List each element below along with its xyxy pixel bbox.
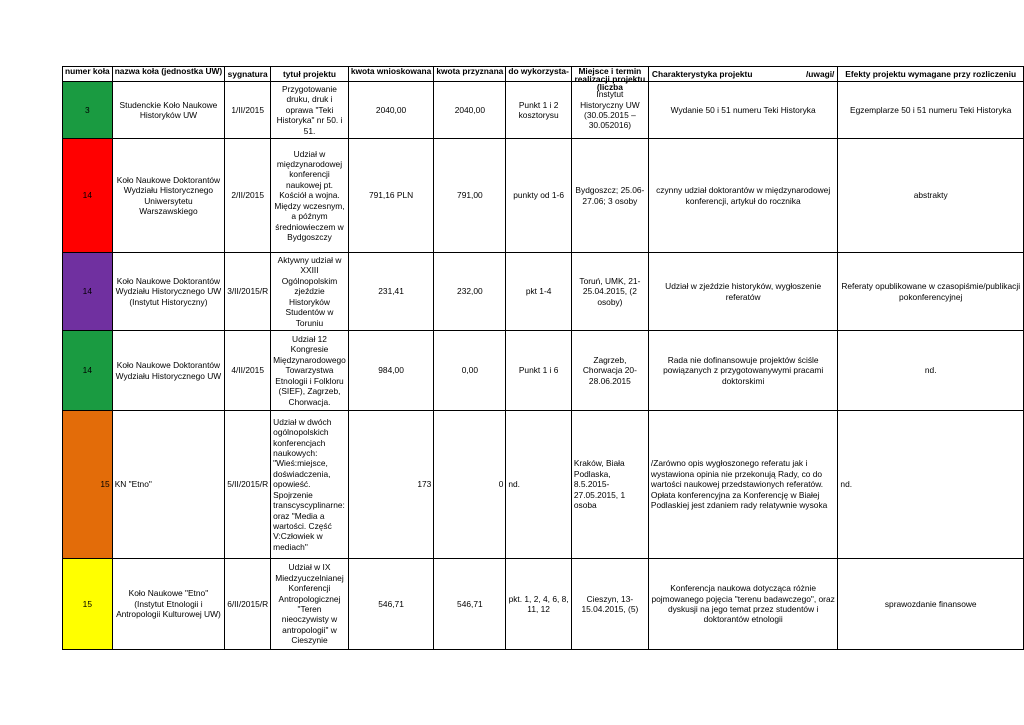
- cell-kwota-przyznana: 232,00: [434, 253, 506, 331]
- cell-nazwa: KN "Etno": [112, 411, 225, 559]
- cell-do-wykorzystania: Punkt 1 i 2 kosztorysu: [506, 82, 572, 139]
- cell-kwota-wnioskowana: 791,16 PLN: [348, 139, 434, 253]
- cell-kwota-przyznana: 0,00: [434, 331, 506, 411]
- table-row: [63, 139, 1024, 253]
- header-row: [63, 67, 1024, 82]
- cell-sygnatura: 2/II/2015: [225, 139, 271, 253]
- cell-sygnatura: 3/II/2015/R: [225, 253, 271, 331]
- cell-do-wykorzystania: nd.: [506, 411, 572, 559]
- cell-kwota-wnioskowana: 984,00: [348, 331, 434, 411]
- cell-nazwa: Koło Naukowe "Etno" (Instytut Etnologii i Antropologii Kulturowej UW): [112, 559, 225, 650]
- cell-numer: 14: [63, 253, 113, 331]
- cell-miejsce: Bydgoszcz; 25.06-27.06; 3 osoby: [571, 139, 648, 253]
- cell-miejsce: Toruń, UMK, 21-25.04.2015, (2 osoby): [571, 253, 648, 331]
- cell-numer: 3: [63, 82, 113, 139]
- cell-efekty: sprawozdanie finansowe: [838, 559, 1024, 650]
- header-kwota-wnioskowana: kwota wnioskowana: [348, 67, 434, 82]
- cell-kwota-przyznana: 546,71: [434, 559, 506, 650]
- table-row: [63, 82, 1024, 139]
- cell-sygnatura: 5/II/2015/R: [225, 411, 271, 559]
- header-miejsce-termin: Miejsce i termin realizacji projektu (liczba: [571, 67, 648, 82]
- header-numer-kola: numer koła: [63, 67, 113, 82]
- cell-numer: 15: [63, 411, 113, 559]
- cell-tytul: Udział w dwóch ogólnopolskich konferencjach naukowych: "Wieś:miejsce, doświadczenia, opowieść. Spojrzenie transcyscyplinarne: oraz "Media a wartości. Część V:Człowiek w mediach": [271, 411, 349, 559]
- cell-miejsce: Zagrzeb, Chorwacja 20-28.06.2015: [571, 331, 648, 411]
- cell-numer: 14: [63, 331, 113, 411]
- cell-efekty: nd.: [838, 411, 1024, 559]
- cell-do-wykorzystania: punkty od 1-6: [506, 139, 572, 253]
- cell-nazwa: Koło Naukowe Doktorantów Wydziału Historycznego UW: [112, 331, 225, 411]
- table-row: [63, 411, 1024, 559]
- header-tytul-projektu: tytuł projektu: [271, 67, 349, 82]
- cell-charakterystyka: Udział w zjeździe historyków, wygłoszenie referatów: [648, 253, 838, 331]
- cell-tytul: Przygotowanie druku, druk i oprawa "Teki Historyka" nr 50. i 51.: [271, 82, 349, 139]
- cell-charakterystyka: /Zarówno opis wygłoszonego referatu jak i wystawiona opinia nie przekonują Rady, co do wartości naukowej przedstawionych referatów. Opłata konferencyjna za Konferencję w Białej Podlaskiej jest zdaniem rady relatywnie wysoka: [648, 411, 838, 559]
- cell-charakterystyka: Wydanie 50 i 51 numeru Teki Historyka: [648, 82, 838, 139]
- cell-nazwa: Koło Naukowe Doktorantów Wydziału Historycznego UW (Instytut Historyczny): [112, 253, 225, 331]
- cell-tytul: Udział 12 Kongresie Międzynarodowego Towarzystwa Etnologii i Folkloru (SIEF), Zagrzeb, Chorwacja.: [271, 331, 349, 411]
- cell-charakterystyka: Rada nie dofinansowuje projektów ściśle powiązanych z przygotowanywymi pracami doktorskimi: [648, 331, 838, 411]
- cell-miejsce: Cieszyn, 13-15.04.2015, (5): [571, 559, 648, 650]
- cell-tytul: Udział w międzynarodowej konferencji naukowej pt. Kościół a wojna. Między wczesnym, a późnym średniowieczem w Bydgoszczy: [271, 139, 349, 253]
- cell-efekty: abstrakty: [838, 139, 1024, 253]
- cell-kwota-wnioskowana: 546,71: [348, 559, 434, 650]
- cell-kwota-przyznana: 0: [434, 411, 506, 559]
- cell-nazwa: Koło Naukowe Doktorantów Wydziału Historycznego Uniwersytetu Warszawskiego: [112, 139, 225, 253]
- cell-miejsce: Instytut Historyczny UW (30.05.2015 – 30.052016): [571, 82, 648, 139]
- cell-efekty: nd.: [838, 331, 1024, 411]
- cell-do-wykorzystania: pkt 1-4: [506, 253, 572, 331]
- cell-do-wykorzystania: Punkt 1 i 6: [506, 331, 572, 411]
- header-nazwa-kola: nazwa koła (jednostka UW): [112, 67, 225, 82]
- cell-kwota-wnioskowana: 231,41: [348, 253, 434, 331]
- cell-kwota-przyznana: 791,00: [434, 139, 506, 253]
- cell-efekty: Egzemplarze 50 i 51 numeru Teki Historyka: [838, 82, 1024, 139]
- cell-numer: 14: [63, 139, 113, 253]
- cell-kwota-przyznana: 2040,00: [434, 82, 506, 139]
- projects-table: [62, 66, 1024, 650]
- cell-numer: 15: [63, 559, 113, 650]
- table-row: [63, 253, 1024, 331]
- cell-charakterystyka: Konferencja naukowa dotycząca różnie pojmowanego pojęcia "terenu badawczego", oraz dyskusji na jego temat przez studentów i doktorantów etnologii: [648, 559, 838, 650]
- cell-kwota-wnioskowana: 173: [348, 411, 434, 559]
- header-efekty: Efekty projektu wymagane przy rozliczeniu: [838, 67, 1024, 82]
- header-charakterystyka: Charakterystyka projektu /uwagi/: [648, 67, 838, 82]
- header-do-wykorzystania: do wykorzysta-: [506, 67, 572, 82]
- cell-miejsce: Kraków, Biała Podlaska, 8.5.2015-27.05.2015, 1 osoba: [571, 411, 648, 559]
- cell-sygnatura: 1/II/2015: [225, 82, 271, 139]
- table-row: [63, 331, 1024, 411]
- cell-do-wykorzystania: pkt. 1, 2, 4, 6, 8, 11, 12: [506, 559, 572, 650]
- header-sygnatura: sygnatura: [225, 67, 271, 82]
- cell-tytul: Udział w IX Miedzyuczelnianej Konferencji Antropologicznej "Teren nieoczywisty w antropologii" w Cieszynie: [271, 559, 349, 650]
- cell-sygnatura: 4/II/2015: [225, 331, 271, 411]
- cell-sygnatura: 6/II/2015/R: [225, 559, 271, 650]
- header-kwota-przyznana: kwota przyznana: [434, 67, 506, 82]
- cell-kwota-wnioskowana: 2040,00: [348, 82, 434, 139]
- cell-charakterystyka: czynny udział doktorantów w międzynarodowej konferencji, artykuł do rocznika: [648, 139, 838, 253]
- cell-nazwa: Studenckie Koło Naukowe Historyków UW: [112, 82, 225, 139]
- cell-efekty: Referaty opublikowane w czasopiśmie/publikacji pokonferencyjnej: [838, 253, 1024, 331]
- table-row: [63, 559, 1024, 650]
- cell-tytul: Aktywny udział w XXIII Ogólnopolskim zjeździe Historyków Studentów w Toruniu: [271, 253, 349, 331]
